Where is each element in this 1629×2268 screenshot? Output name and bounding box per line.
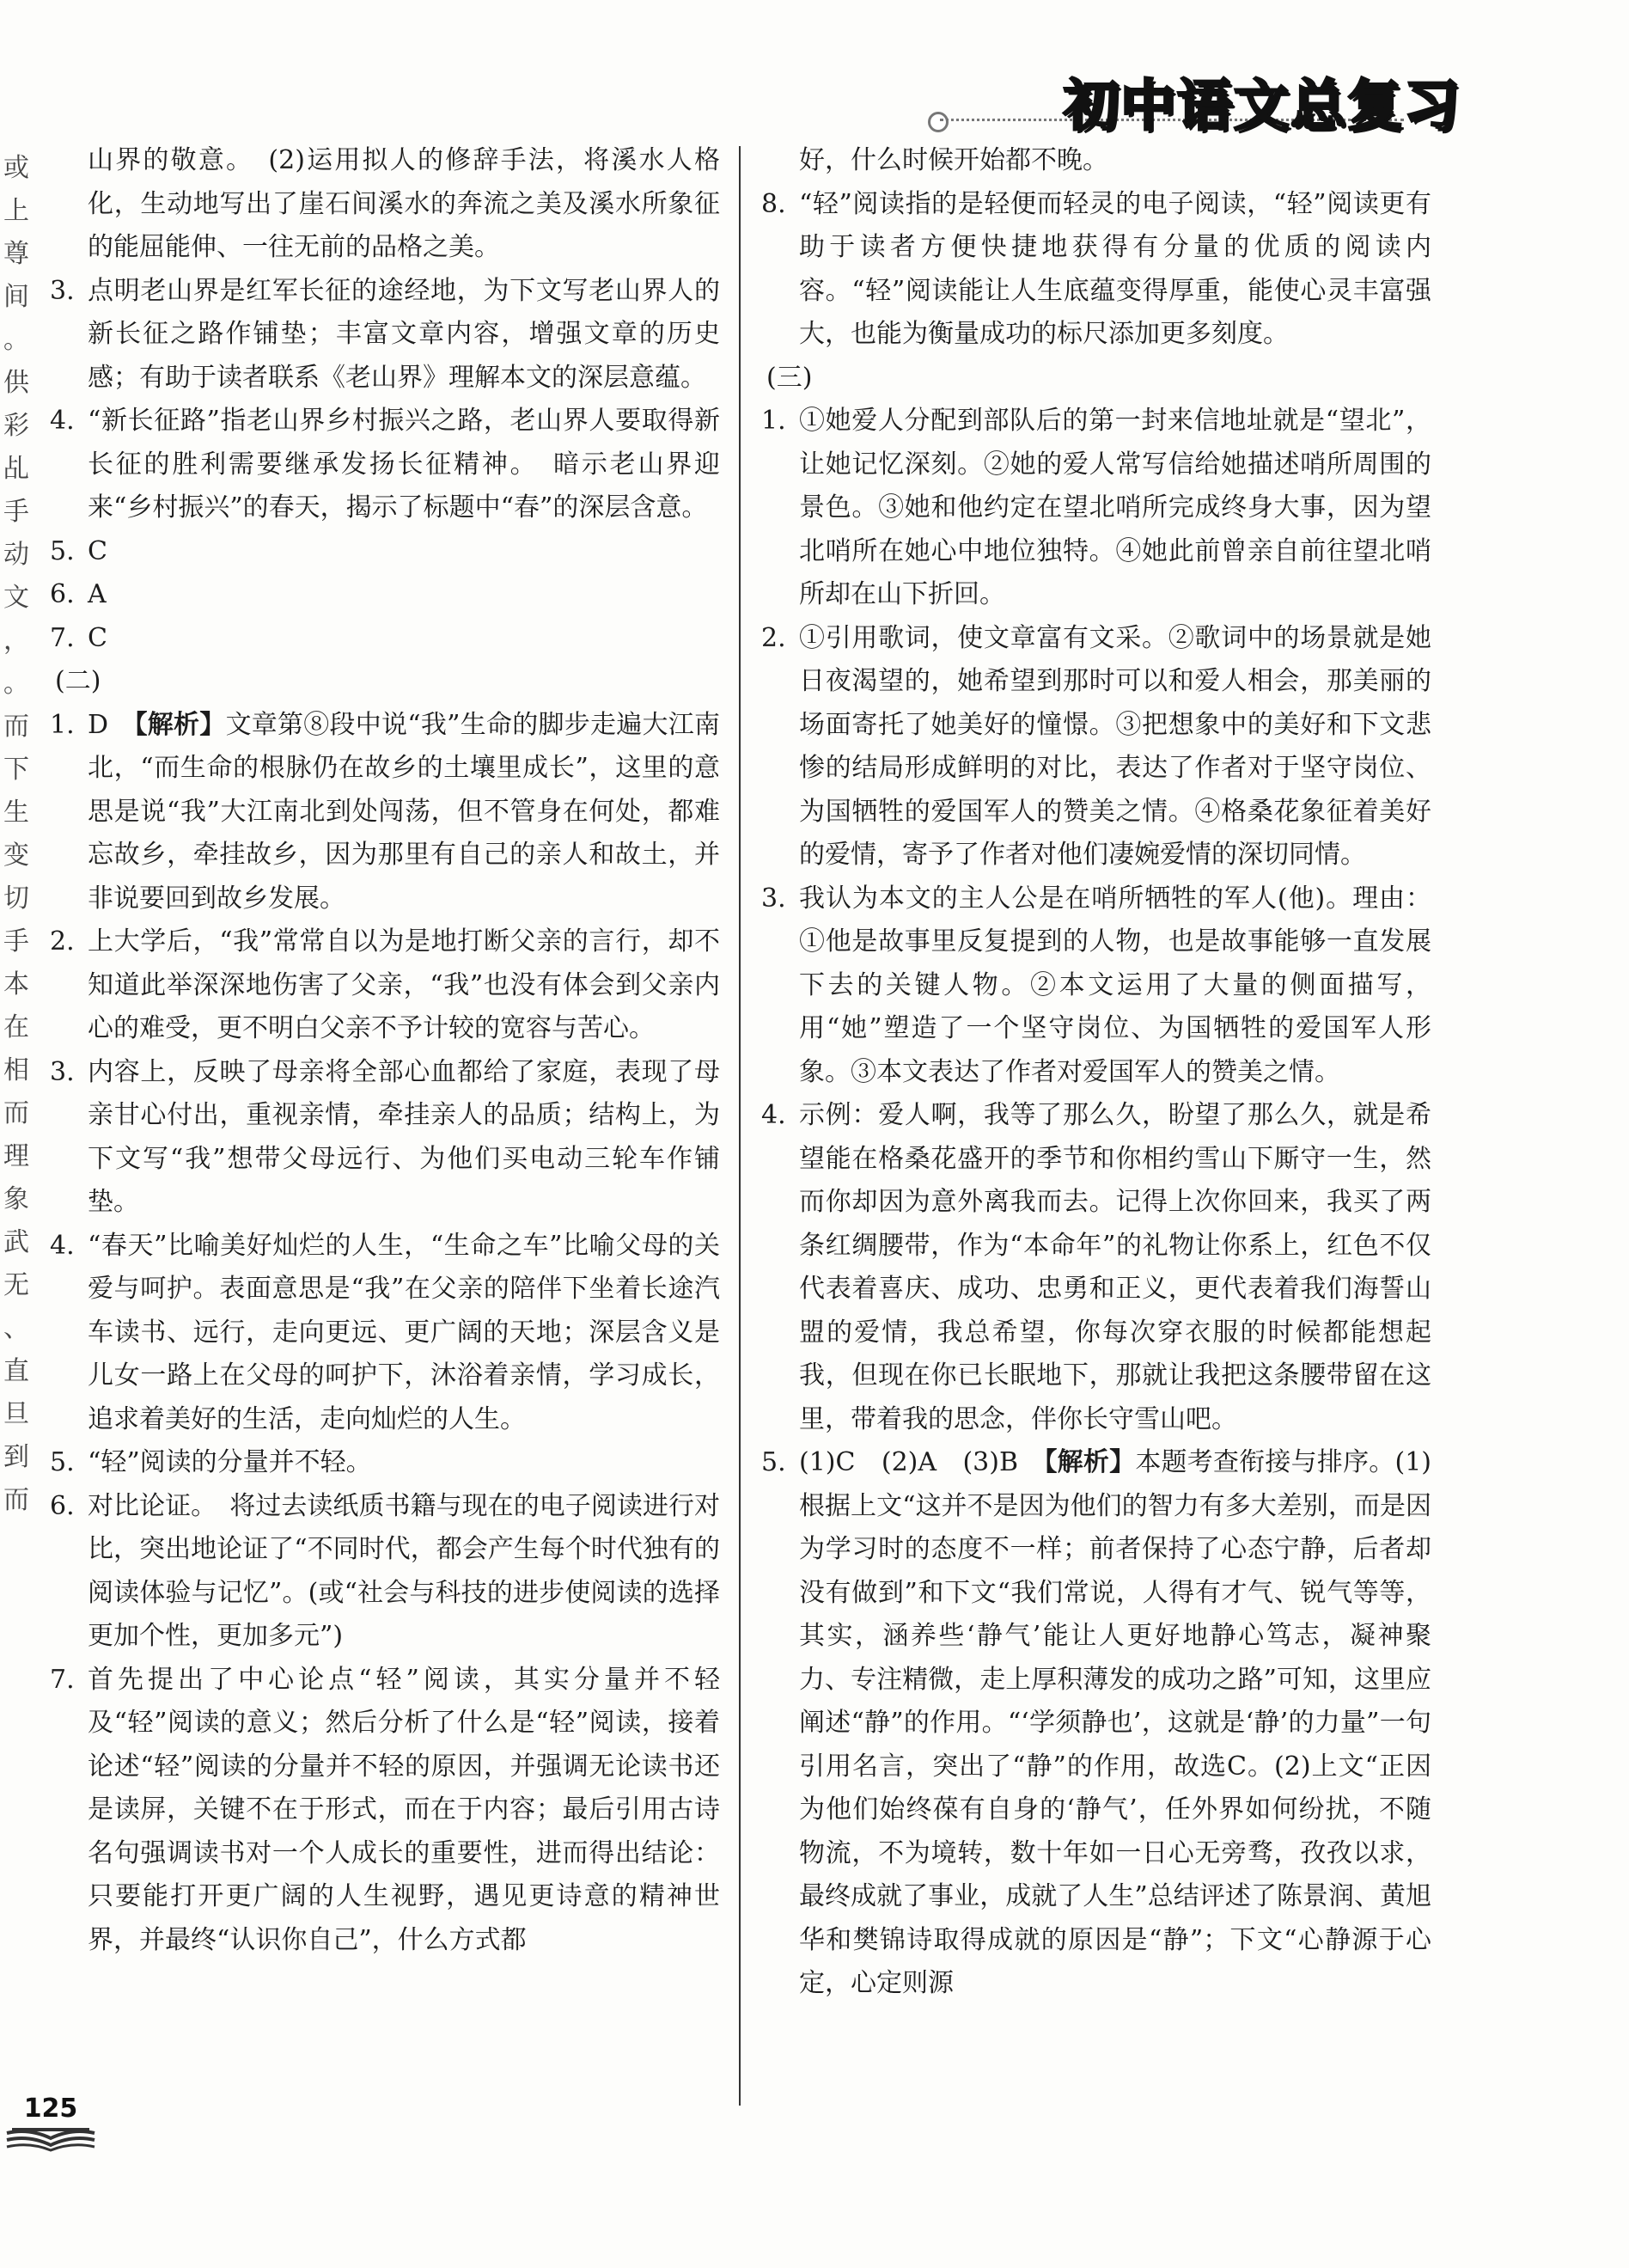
- item-text: 文章第⑧段中说“我”生命的脚步走遍大江南北，“而生命的根脉仍在故乡的土壤里成长”，这里的意思是说“我”大江南北到处闯荡，但不管身在何处，都难忘故乡，牵挂故乡，因为那里有自己的亲人和故土，并非说要回到故乡发展。: [88, 709, 720, 914]
- analysis-tag: 【解析】: [134, 709, 226, 740]
- margin-char: 象: [3, 1184, 29, 1214]
- margin-char: 彩: [3, 411, 29, 441]
- answer-item: [761, 139, 1431, 183]
- item-number: 7.: [50, 1664, 75, 1695]
- item-number: 1.: [761, 406, 786, 436]
- answer-item: [50, 704, 720, 921]
- margin-char: 理: [3, 1141, 29, 1171]
- item-number: 7.: [50, 622, 75, 653]
- margin-char: 。: [3, 325, 29, 355]
- header-title: 初中语文总复习: [1064, 75, 1461, 138]
- item-text: 内容上，反映了母亲将全部心血都给了家庭，表现了母亲甘心付出，重视亲情，牵挂亲人的品质；结构上，为下文写“我”想带父母远行、为他们买电动三轮车作铺垫。: [88, 1056, 720, 1217]
- margin-char: ，: [3, 626, 29, 656]
- answer-item: [761, 877, 1431, 1095]
- margin-char: 或: [3, 153, 29, 183]
- item-number: 4.: [50, 1230, 75, 1261]
- item-text: “轻”阅读的分量并不轻。: [88, 1447, 372, 1477]
- item-text: 我认为本文的主人公是在哨所牺牲的军人(他)。理由：①他是故事里反复提到的人物，也是故事能够一直发展下去的关键人物。②本文运用了大量的侧面描写，用“她”塑造了一个坚守岗位、为国牺牲的爱国军人形象。③本文表达了作者对爱国军人的赞美之情。: [799, 883, 1431, 1087]
- item-text: 示例：爱人啊，我等了那么久，盼望了那么久，就是希望能在格桑花盛开的季节和你相约雪山下厮守一生，然而你却因为意外离我而去。记得上次你回来，我买了两条红绸腰带，作为“本命年”的礼物让你系上，红色不仅代表着喜庆、成功、忠勇和正义，更代表着我们海誓山盟的爱情，我总希望，你每次穿衣服的时候都能想起我，但现在你已长眠地下，那就让我把这条腰带留在这里，带着我的思念，伴你长守雪山吧。: [799, 1100, 1431, 1434]
- margin-char: 。: [3, 669, 29, 699]
- margin-char: 本: [3, 969, 29, 1000]
- margin-char: 旦: [3, 1399, 29, 1429]
- item-text: A: [88, 579, 107, 609]
- margin-char: 上: [3, 196, 29, 226]
- left-column: [50, 139, 720, 1962]
- item-text: 好，什么时候开始都不晚。: [799, 145, 1108, 175]
- margin-char: 文: [3, 583, 29, 613]
- answer-item: [50, 1051, 720, 1225]
- answer-item: [50, 617, 720, 661]
- margin-char: 相: [3, 1055, 29, 1085]
- item-number: 8.: [761, 188, 786, 219]
- item-number: 2.: [50, 926, 75, 957]
- item-text: ①她爱人分配到部队后的第一封来信地址就是“望北”，让她记忆深刻。②她的爱人常写信给她描述哨所周围的景色。③她和他约定在望北哨所完成终身大事，因为望北哨所在她心中地位独特。④她此前曾亲自前往望北哨所却在山下折回。: [799, 406, 1431, 609]
- answer-item: [761, 1094, 1431, 1441]
- margin-char: 手: [3, 926, 29, 957]
- margin-char: 到: [3, 1442, 29, 1472]
- margin-char: 直: [3, 1356, 29, 1386]
- item-text: 本题考查衔接与排序。(1)根据上文“这并不是因为他们的智力有多大差别，而是因为学习时的态度不一样；前者保持了心态宁静，后者却没有做到”和下文“我们常说，人得有才气、锐气等等，其实，涵养些‘静气’能让人更好地静心笃志，凝神聚力、专注精微，走上厚积薄发的成功之路”可知，这里应阐述“静”的作用。“‘学须静也’，这就是‘静’的力量”一句引用名言，突出了“静”的作用，故选C。(2)上文“正因为他们始终葆有自身的‘静气’，任外界如何纷扰，不随物流，不为境转，数十年如一日心无旁骛，孜孜以求，最终成就了事业，成就了人生”总结评述了陈景润、黄旭华和樊锦诗取得成就的原因是“静”；下文“心静源于心定，心定则源: [799, 1447, 1432, 1998]
- answer-item: [50, 1225, 720, 1442]
- column-divider: [739, 146, 741, 2106]
- answer-item: [50, 530, 720, 574]
- item-number: 3.: [50, 1056, 75, 1087]
- margin-char: 生: [3, 798, 29, 828]
- item-number: 4.: [50, 406, 75, 436]
- item-number: 5.: [50, 535, 75, 566]
- answer-item: [50, 139, 720, 270]
- item-text: 对比论证。 将过去读纸质书籍与现在的电子阅读进行对比，突出地论证了“不同时代，都会产生每个时代独有的阅读体验与记忆”。(或“社会与科技的进步使阅读的选择更加个性，更加多元”): [88, 1490, 720, 1651]
- answer-item: [50, 270, 720, 400]
- item-number: 6.: [50, 1490, 75, 1521]
- answer-item: [50, 920, 720, 1051]
- margin-char: 变: [3, 841, 29, 871]
- answer-item: [50, 1441, 720, 1485]
- margin-char: 武: [3, 1227, 29, 1257]
- right-column: [761, 139, 1431, 2006]
- margin-char: 动: [3, 540, 29, 570]
- item-number: 5.: [761, 1447, 786, 1477]
- item-number: 3.: [761, 883, 786, 914]
- answer-item: [50, 1485, 720, 1659]
- margin-char: 在: [3, 1012, 29, 1042]
- item-text: C: [88, 535, 107, 566]
- answer-item: [761, 1441, 1431, 2006]
- item-number: 4.: [761, 1100, 786, 1130]
- margin-char: 供: [3, 368, 29, 398]
- section-heading: (二): [55, 666, 101, 696]
- margin-char: 尊: [3, 239, 29, 269]
- margin-char: 无: [3, 1270, 29, 1300]
- item-text: “轻”阅读指的是轻便而轻灵的电子阅读，“轻”阅读更有助于读者方便快捷地获得有分量的优质的阅读内容。“轻”阅读能让人生底蕴变得厚重，能使心灵丰富强大，也能为衡量成功的标尺添加更多刻度。: [799, 188, 1431, 349]
- answer-choice: (1)C (2)A (3)B: [799, 1447, 1045, 1477]
- cropped-margin-text: [3, 146, 29, 1521]
- margin-char: 间: [3, 282, 29, 312]
- margin-char: 切: [3, 883, 29, 914]
- item-text: “春天”比喻美好灿烂的人生，“生命之车”比喻父母的关爱与呵护。表面意思是“我”在父亲的陪伴下坐着长途汽车读书、远行，走向更远、更广阔的天地；深层含义是儿女一路上在父母的呵护下，沐浴着亲情，学习成长，追求着美好的生活，走向灿烂的人生。: [88, 1230, 720, 1434]
- header-dot: [928, 112, 949, 132]
- section-heading: (三): [766, 362, 813, 393]
- answer-item: [50, 1659, 720, 1963]
- item-number: 1.: [50, 709, 75, 740]
- item-text: 首先提出了中心论点“轻”阅读，其实分量并不轻及“轻”阅读的意义；然后分析了什么是“轻”阅读，接着论述“轻”阅读的分量并不轻的原因，并强调无论读书还是读屏，关键不在于形式，而在于内容；最后引用古诗名句强调读书对一个人成长的重要性，进而得出结论：只要能打开更广阔的人生视野，遇见更诗意的精神世界，并最终“认识你自己”，什么方式都: [88, 1664, 720, 1955]
- item-text: 点明老山界是红军长征的途经地，为下文写老山界人的新长征之路作铺垫；丰富文章内容，增强文章的历史感；有助于读者联系《老山界》理解本文的深层意蕴。: [88, 275, 720, 393]
- item-number: 2.: [761, 622, 786, 653]
- answer-item: [50, 573, 720, 617]
- answer-choice: D: [88, 709, 135, 740]
- margin-char: 、: [3, 1313, 29, 1343]
- margin-char: 手: [3, 497, 29, 527]
- answer-item: [50, 400, 720, 530]
- answer-item: [761, 400, 1431, 617]
- margin-char: 而: [3, 712, 29, 742]
- page-header: [928, 53, 1461, 138]
- margin-char: 而: [3, 1098, 29, 1128]
- item-text: “新长征路”指老山界乡村振兴之路，老山界人要取得新长征的胜利需要继承发扬长征精神。 暗示老山界迎来“乡村振兴”的春天，揭示了标题中“春”的深层含意。: [88, 406, 720, 523]
- item-number: 5.: [50, 1447, 75, 1477]
- margin-char: 而: [3, 1485, 29, 1515]
- item-number: 6.: [50, 579, 75, 609]
- item-text: 上大学后，“我”常常自以为是地打断父亲的言行，却不知道此举深深地伤害了父亲，“我”也没有体会到父亲内心的难受，更不明白父亲不予计较的宽容与苦心。: [88, 926, 720, 1043]
- answer-item: [761, 183, 1431, 357]
- margin-char: 下: [3, 755, 29, 785]
- margin-char: 乩: [3, 454, 29, 484]
- item-text: ①引用歌词，使文章富有文采。②歌词中的场景就是她日夜渴望的，她希望到那时可以和爱人相会，那美丽的场面寄托了她美好的憧憬。③把想象中的美好和下文悲惨的结局形成鲜明的对比，表达了作者对于坚守岗位、为国牺牲的爱国军人的赞美之情。④格桑花象征着美好的爱情，寄予了作者对他们凄婉爱情的深切同情。: [799, 622, 1431, 870]
- answer-item: [761, 617, 1431, 877]
- item-text: C: [88, 622, 107, 653]
- open-book-icon: [3, 2128, 98, 2152]
- analysis-tag: 【解析】: [1044, 1447, 1136, 1477]
- item-number: 3.: [50, 275, 75, 306]
- page-number: 125: [12, 2088, 89, 2131]
- item-text: 山界的敬意。 (2)运用拟人的修辞手法，将溪水人格化，生动地写出了崖石间溪水的奔流之美及溪水所象征的能屈能伸、一往无前的品格之美。: [88, 145, 720, 262]
